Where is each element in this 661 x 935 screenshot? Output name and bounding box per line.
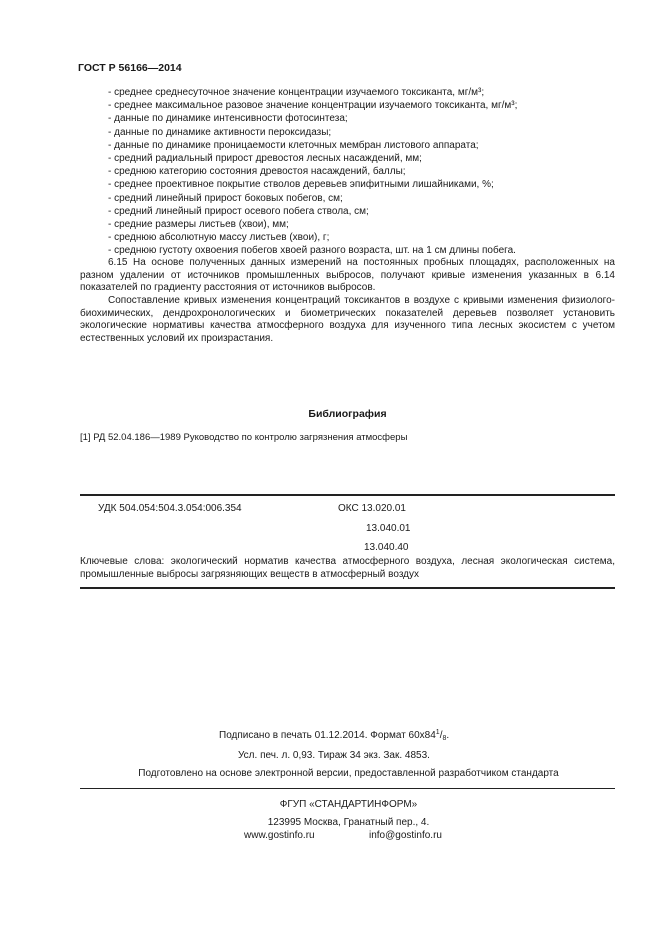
- bibliography-title: Библиография: [308, 408, 387, 420]
- list-item: - средний радиальный прирост древостоя лесных насаждений, мм;: [108, 153, 422, 165]
- prepared-note: Подготовлено на основе электронной версии, предоставленной разработчиком стандарта: [138, 768, 559, 779]
- paragraph-text: 6.15 На основе полученных данных измерений на постоянных пробных площадях, расположенных на разном удалении от источников промышленных выбросов, получают кривые изменения указанных в 6.14 показателей по градиенту расстояния от источников выбросов.: [80, 257, 615, 293]
- publisher-name: ФГУП «СТАНДАРТИНФОРМ»: [279, 799, 418, 810]
- signed-text: Подписано в печать 01.12.2014. Формат 60х84: [219, 730, 436, 741]
- list-item: - среднюю категорию состояния древостоя насаждений, баллы;: [108, 166, 406, 178]
- list-item: - средний линейный прирост боковых побегов, см;: [108, 192, 343, 204]
- keywords: Ключевые слова: экологический норматив качества атмосферного воздуха, лесная экологическая система, промышленные выбросы загрязняющих веществ в атмосферный воздух: [80, 556, 615, 580]
- website-link[interactable]: www.gostinfo.ru: [244, 830, 315, 841]
- list-item: - среднюю абсолютную массу листьев (хвои), г;: [108, 232, 330, 244]
- signed-line: Подписано в печать 01.12.2014. Формат $60х84^1/_8$.: [219, 729, 450, 742]
- bottom-divider: [80, 587, 615, 589]
- publisher-address: 123995 Москва, Гранатный пер., 4.: [267, 817, 430, 828]
- print-info: Усл. печ. л. 0,93. Тираж 34 экз. Зак. 4853.: [238, 750, 430, 761]
- list-item: - данные по динамике активности пероксидазы;: [108, 126, 332, 138]
- oks-code: ОКС 13.020.01: [338, 503, 406, 514]
- top-divider: [80, 494, 615, 496]
- oks-code: 13.040.40: [364, 542, 409, 553]
- signed-suffix: .: [446, 730, 450, 741]
- paragraph-comparison: [80, 295, 615, 345]
- udc-code: УДК 504.054:504.3.054:006.354: [98, 503, 242, 514]
- document-header: ГОСТ Р 56166—2014: [78, 62, 182, 74]
- list-item: - среднюю густоту охвоения побегов хвоей разного возраста, шт. на 1 см длины побега.: [108, 245, 516, 257]
- list-item: - средний линейный прирост осевого побега ствола, см;: [108, 205, 369, 217]
- format-denominator: 8: [442, 735, 447, 742]
- list-item: - средние размеры листьев (хвои), мм;: [108, 219, 289, 231]
- list-item: - среднее проективное покрытие стволов деревьев эпифитными лишайниками, %;: [108, 179, 494, 191]
- paragraph-6-15: [80, 257, 615, 295]
- list-item: - среднее максимальное разовое значение концентрации изучаемого токсиканта, мг/м³;: [108, 100, 518, 112]
- bibliography-item: [1] РД 52.04.186—1989 Руководство по контролю загрязнения атмосферы: [80, 432, 408, 443]
- list-item: - среднее среднесуточное значение концентрации изучаемого токсиканта, мг/м³;: [108, 87, 485, 98]
- indicator-list: [108, 86, 616, 258]
- oks-code: 13.040.01: [366, 523, 411, 534]
- imprint-divider: [80, 788, 615, 789]
- paragraph-text: Сопоставление кривых изменения концентраций токсикантов в воздухе с кривыми изменения физиолого-биохимических, дендрохронологических и биометрических показателей деревьев позволяет установить экологические нормативы качества атмосферного воздуха для изученного типа лесных экосистем с учетом естественных условий их произрастания.: [80, 295, 615, 344]
- email-link[interactable]: info@gostinfo.ru: [369, 830, 442, 841]
- list-item: - данные по динамике интенсивности фотосинтеза;: [108, 113, 348, 125]
- list-item: - данные по динамике проницаемости клеточных мембран листового аппарата;: [108, 139, 479, 151]
- format-numerator: 1: [435, 729, 440, 736]
